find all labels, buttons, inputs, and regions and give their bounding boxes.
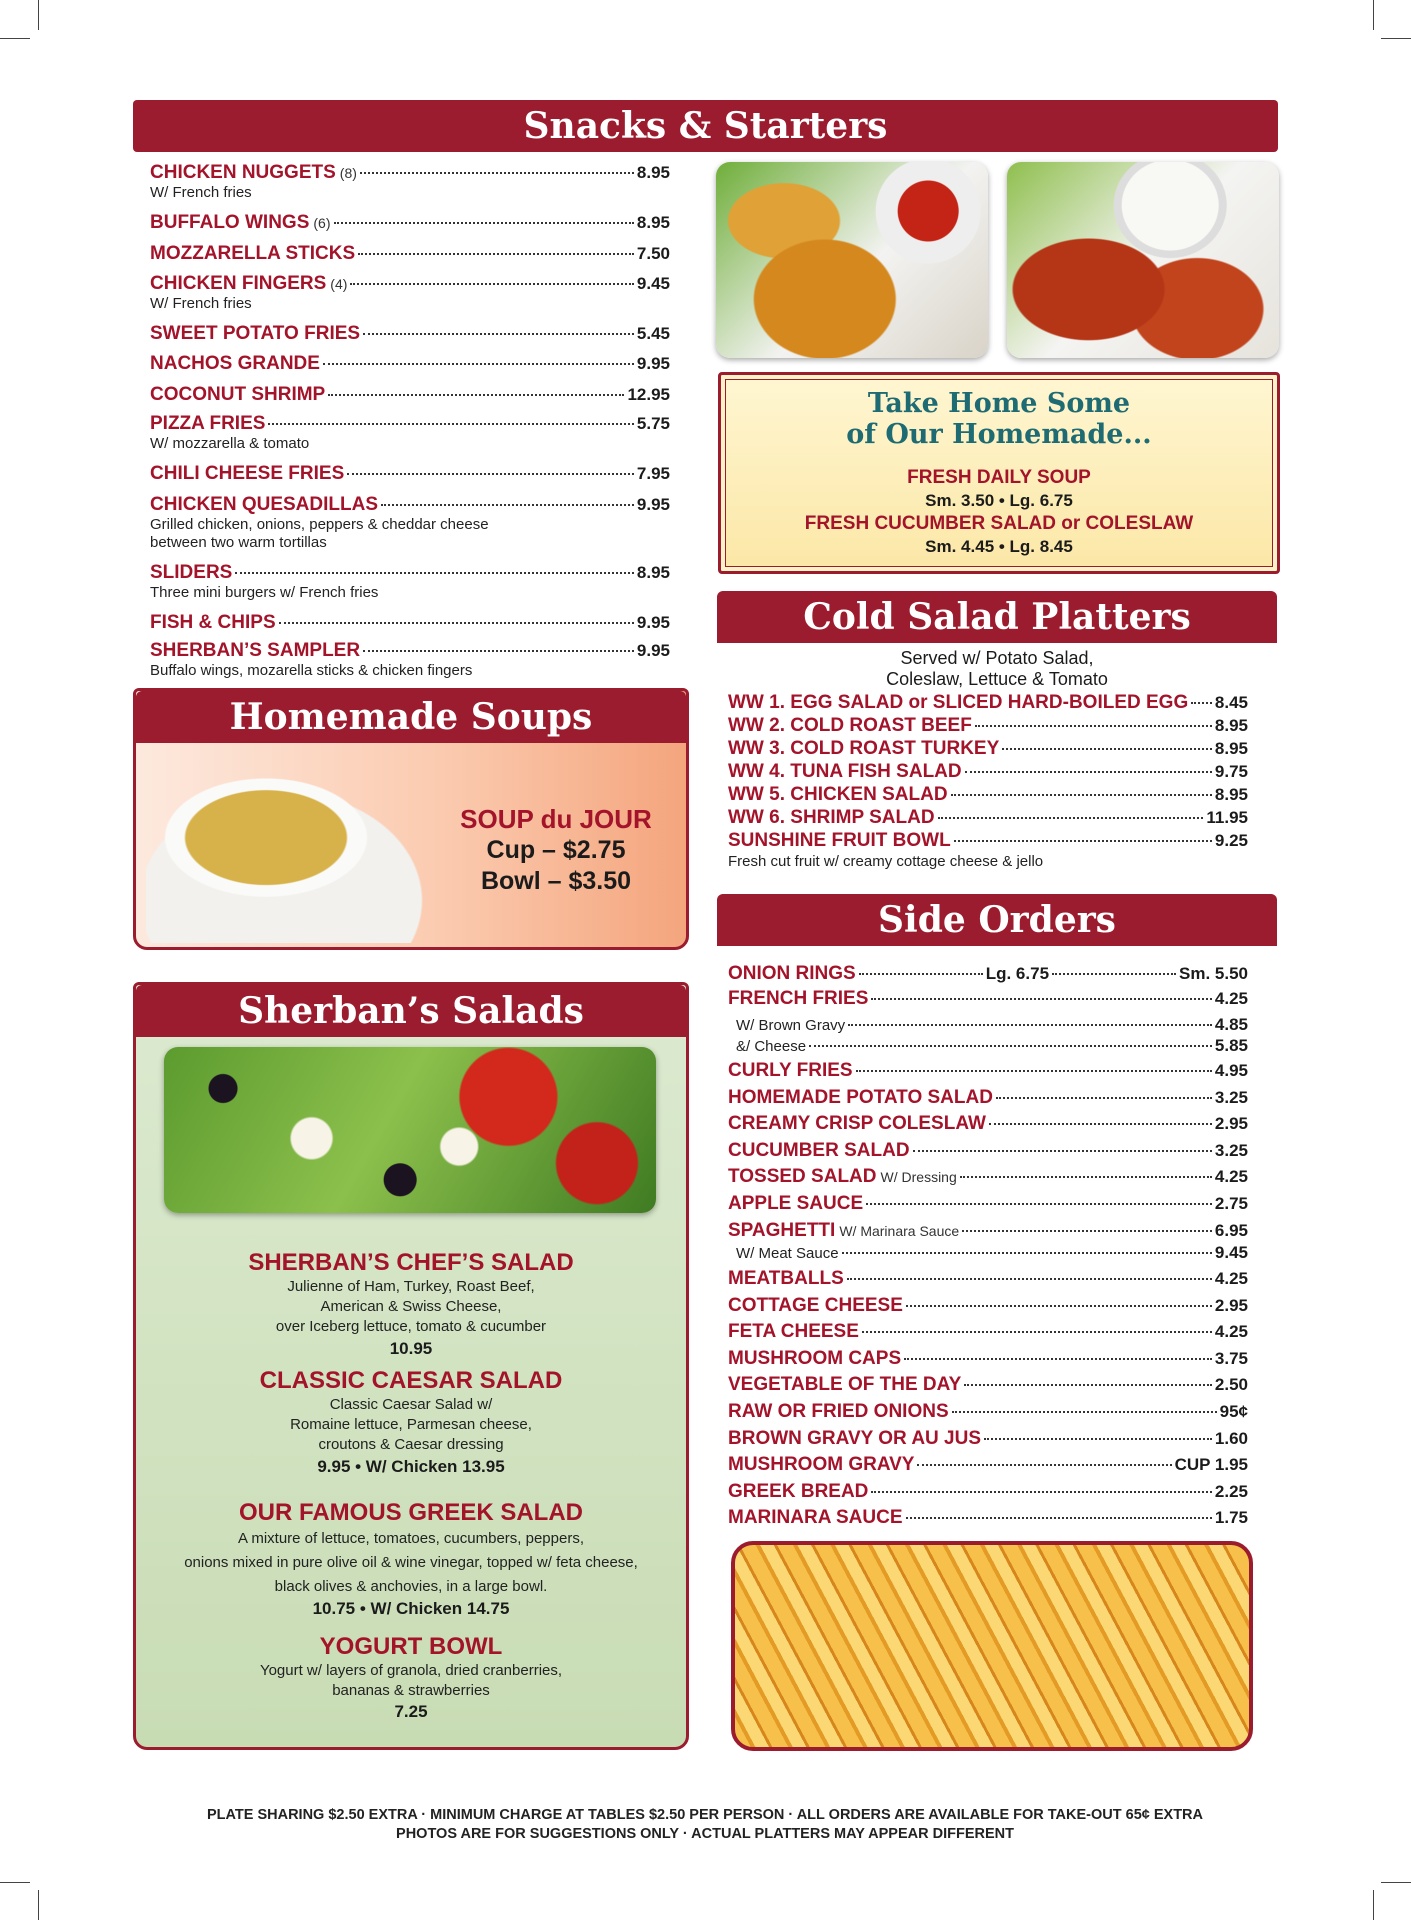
item-price: 9.95 (636, 613, 670, 632)
list-item (728, 1166, 1248, 1193)
leader-dots (954, 840, 1212, 842)
list-item (150, 273, 670, 323)
list-item (728, 1481, 1248, 1508)
item-price: 8.95 (636, 163, 670, 182)
item-name: SLIDERS (150, 562, 233, 583)
leader-dots (268, 423, 633, 425)
item-name: MUSHROOM GRAVY (728, 1454, 915, 1476)
leader-dots (363, 333, 634, 335)
list-item (728, 715, 1248, 738)
leader-dots (952, 1411, 1217, 1413)
item-name: ONION RINGS (728, 963, 856, 984)
leader-dots (989, 1123, 1212, 1125)
leader-dots (360, 172, 634, 174)
leader-dots (862, 1331, 1212, 1333)
list-item (728, 1140, 1248, 1166)
item-desc: W/ French fries (150, 295, 252, 312)
item-name: CUCUMBER SALAD (728, 1140, 910, 1161)
item-name: &/ Cheese (736, 1038, 807, 1055)
item-name: SPAGHETTI (728, 1220, 836, 1241)
list-item (136, 1367, 686, 1479)
salad-list (136, 1249, 686, 1723)
leader-dots (866, 1203, 1212, 1205)
item-price: 4.95 (1214, 1061, 1248, 1080)
crop-mark (1373, 1890, 1374, 1920)
leader-dots (965, 771, 1212, 773)
crop-mark (38, 0, 39, 30)
leader-dots (960, 1176, 1212, 1178)
item-name: CHICKEN FINGERS (150, 273, 327, 294)
soup-bowl-price: Bowl – $3.50 (480, 867, 632, 895)
salad-desc: Yogurt w/ layers of granola, dried cranberries, (259, 1662, 563, 1679)
item-desc: W/ French fries (150, 184, 252, 201)
salad-desc: bananas & strawberries (332, 1682, 490, 1699)
leader-dots (323, 363, 634, 365)
soup-prices (446, 803, 666, 897)
list-item (728, 1087, 1248, 1113)
fresh-salad-price: Sm. 4.45 • Lg. 8.45 (925, 537, 1073, 556)
item-name: TOSSED SALAD (728, 1166, 877, 1187)
list-item (728, 1113, 1248, 1140)
leader-dots (962, 1230, 1212, 1232)
leader-dots (871, 1491, 1212, 1493)
leader-dots (984, 1438, 1212, 1440)
sides-list (728, 963, 1248, 1534)
item-desc: between two warm tortillas (150, 534, 327, 551)
item-name: MUSHROOM CAPS (728, 1347, 902, 1369)
item-price: CUP 1.95 (1174, 1455, 1248, 1475)
item-price: 11.95 (1206, 808, 1248, 827)
item-name: WW 3. COLD ROAST TURKEY (728, 738, 1000, 759)
french-fries-photo (731, 1541, 1253, 1751)
leader-dots (847, 1278, 1212, 1280)
salad-name: CLASSIC CAESAR SALAD (259, 1367, 563, 1394)
leader-dots (996, 1097, 1212, 1099)
snacks-list (150, 162, 670, 680)
cold-banner (717, 591, 1277, 643)
item-qty: (4) (330, 276, 348, 292)
list-item (728, 1243, 1248, 1268)
footer-line1: PLATE SHARING $2.50 EXTRA · MINIMUM CHARGE AT TABLES $2.50 PER PERSON · ALL ORDERS ARE AVAILABLE FOR TAKE-OUT 65¢ EXTRA (206, 1807, 1204, 1823)
crop-mark (0, 1882, 30, 1883)
item-price: 7.95 (636, 464, 670, 483)
leader-dots (859, 973, 983, 975)
item-price: 9.25 (1214, 831, 1248, 850)
list-item (136, 1633, 686, 1723)
crop-mark (38, 1890, 39, 1920)
item-price: 1.75 (1214, 1508, 1248, 1528)
leader-dots (913, 1150, 1212, 1152)
item-qty: W/ Dressing (880, 1169, 957, 1185)
snacks-title: Snacks & Starters (523, 105, 888, 147)
list-item (728, 1428, 1248, 1455)
leader-dots (964, 1384, 1212, 1386)
item-price: 8.95 (636, 563, 670, 582)
list-item (150, 612, 670, 640)
item-desc: Three mini burgers w/ French fries (150, 584, 379, 601)
item-name: FETA CHEESE (728, 1321, 859, 1343)
leader-dots (975, 725, 1212, 727)
item-price: 2.95 (1214, 1295, 1248, 1315)
item-name: CREAMY CRISP COLESLAW (728, 1113, 986, 1134)
footer-line2: PHOTOS ARE FOR SUGGESTIONS ONLY · ACTUAL PLATTERS MAY APPEAR DIFFERENT (396, 1826, 1014, 1842)
salads-title: Sherban’s Salads (238, 990, 584, 1032)
snacks-banner (133, 100, 1278, 152)
list-item (150, 640, 670, 680)
item-price: 2.95 (1214, 1114, 1248, 1133)
leader-dots (906, 1517, 1212, 1519)
leader-dots (871, 998, 1212, 1000)
fresh-salad-label: FRESH CUCUMBER SALAD or COLESLAW (804, 513, 1194, 534)
item-price: 4.25 (1214, 989, 1248, 1008)
item-price: 2.25 (1214, 1481, 1248, 1501)
list-item (728, 1321, 1248, 1348)
salad-desc: black olives & anchovies, in a large bowl. (274, 1578, 548, 1595)
list-item (728, 1348, 1248, 1375)
leader-dots (917, 1464, 1171, 1466)
cold-list (728, 692, 1248, 871)
item-name: CHILI CHEESE FRIES (150, 463, 345, 484)
soups-title: Homemade Soups (229, 696, 593, 738)
list-item (136, 1249, 686, 1361)
soups-banner (136, 691, 686, 743)
list-item (728, 1401, 1248, 1428)
item-desc: Grilled chicken, onions, peppers & cheddar cheese (150, 516, 489, 533)
list-item (150, 353, 670, 384)
item-name: SHERBAN’S SAMPLER (150, 640, 361, 661)
leader-dots (848, 1024, 1212, 1026)
leader-dots (856, 1070, 1212, 1072)
item-name: APPLE SAUCE (728, 1193, 864, 1214)
item-price: 9.95 (636, 354, 670, 373)
salad-desc: over Iceberg lettuce, tomato & cucumber (275, 1318, 547, 1335)
item-qty: W/ Marinara Sauce (839, 1223, 960, 1239)
leader-dots (1002, 748, 1212, 750)
salads-banner (136, 985, 686, 1037)
item-name: W/ Meat Sauce (736, 1245, 839, 1262)
item-price: 3.25 (1214, 1141, 1248, 1160)
salad-desc: Classic Caesar Salad w/ (329, 1396, 493, 1413)
fresh-soup-label: FRESH DAILY SOUP (907, 467, 1091, 488)
item-price: 8.95 (1214, 739, 1248, 758)
item-name: BUFFALO WINGS (150, 212, 310, 233)
list-item (728, 738, 1248, 761)
item-price: 8.45 (1214, 693, 1248, 712)
cold-sub-line2: Coleslaw, Lettuce & Tomato (886, 669, 1108, 689)
item-price: 9.75 (1214, 762, 1248, 781)
item-name: FISH & CHIPS (150, 612, 276, 633)
soup-cup-price: Cup – $2.75 (486, 836, 626, 864)
cold-sub-line1: Served w/ Potato Salad, (900, 648, 1094, 668)
item-price: 5.75 (636, 414, 670, 433)
leader-dots (350, 283, 633, 285)
list-item (150, 413, 670, 463)
item-name: WW 6. SHRIMP SALAD (728, 807, 935, 828)
list-item (728, 807, 1248, 830)
buffalo-wings-photo (1007, 162, 1279, 358)
item-name: NACHOS GRANDE (150, 353, 320, 374)
item-price: 4.25 (1214, 1167, 1248, 1186)
list-item (728, 784, 1248, 807)
list-item (150, 562, 670, 612)
salad-price: 9.95 • W/ Chicken 13.95 (317, 1457, 505, 1476)
item-name: MEATBALLS (728, 1268, 844, 1289)
salad-desc: A mixture of lettuce, tomatoes, cucumbers, peppers, (238, 1530, 584, 1547)
item-name: CHICKEN NUGGETS (150, 162, 336, 183)
item-name: WW 2. COLD ROAST BEEF (728, 715, 972, 736)
list-item (150, 212, 670, 243)
chicken-fingers-photo (716, 162, 988, 358)
leader-dots (235, 572, 634, 574)
leader-dots (279, 622, 634, 624)
list-item (728, 1015, 1248, 1036)
item-price: 3.75 (1214, 1348, 1248, 1368)
item-price: 2.75 (1214, 1194, 1248, 1213)
list-item (728, 1454, 1248, 1481)
leader-dots (1052, 973, 1176, 975)
list-item (150, 494, 670, 562)
list-item (728, 988, 1248, 1015)
item-price: 8.95 (636, 213, 670, 232)
list-item (728, 1507, 1248, 1534)
list-item (150, 463, 670, 494)
crop-mark (0, 38, 30, 39)
item-name: HOMEMADE POTATO SALAD (728, 1087, 993, 1108)
salad-name: SHERBAN’S CHEF’S SALAD (248, 1249, 574, 1276)
item-name: SUNSHINE FRUIT BOWL (728, 830, 951, 851)
list-item (728, 1295, 1248, 1322)
item-price-large: Lg. 6.75 (985, 964, 1050, 983)
take-home-title (721, 388, 1277, 450)
item-name: PIZZA FRIES (150, 413, 266, 434)
salad-desc: Julienne of Ham, Turkey, Roast Beef, (287, 1278, 535, 1295)
leader-dots (842, 1252, 1212, 1254)
list-item (728, 692, 1248, 715)
leader-dots (1191, 702, 1212, 704)
salad-price: 7.25 (394, 1702, 428, 1721)
crop-mark (1381, 1882, 1411, 1883)
item-name: COTTAGE CHEESE (728, 1294, 903, 1316)
item-name: WW 4. TUNA FISH SALAD (728, 761, 962, 782)
item-qty: (8) (339, 165, 357, 181)
item-desc: Buffalo wings, mozarella sticks & chicken fingers (150, 662, 473, 679)
item-name: BROWN GRAVY OR AU JUS (728, 1427, 982, 1449)
cold-title: Cold Salad Platters (803, 596, 1191, 638)
leader-dots (906, 1305, 1212, 1307)
leader-dots (363, 650, 634, 652)
item-price: 8.95 (1214, 716, 1248, 735)
footer-notes (130, 1806, 1280, 1844)
item-price: 4.25 (1214, 1322, 1248, 1342)
cold-subtitle (717, 648, 1277, 690)
item-price: 4.85 (1214, 1015, 1248, 1034)
greek-salad-photo (164, 1047, 656, 1213)
list-item (150, 162, 670, 202)
leader-dots (938, 817, 1204, 819)
item-price-small: Sm. 5.50 (1179, 964, 1249, 983)
list-item (728, 830, 1248, 853)
salads-panel (133, 982, 689, 1750)
item-price: 5.45 (636, 324, 670, 343)
item-name: RAW OR FRIED ONIONS (728, 1400, 949, 1422)
salad-desc: onions mixed in pure olive oil & wine vinegar, topped w/ feta cheese, (184, 1554, 638, 1571)
list-item (728, 963, 1248, 988)
list-item (150, 243, 670, 273)
item-price: 9.45 (636, 274, 670, 293)
item-desc: W/ mozzarella & tomato (150, 435, 310, 452)
item-price: 5.85 (1214, 1036, 1248, 1055)
item-price: 4.25 (1214, 1269, 1248, 1288)
salad-desc: Romaine lettuce, Parmesan cheese, (290, 1416, 532, 1433)
item-qty: (6) (313, 215, 331, 231)
item-price: 9.95 (636, 495, 670, 514)
item-desc: Fresh cut fruit w/ creamy cottage cheese & jello (728, 853, 1044, 870)
item-name: GREEK BREAD (728, 1480, 869, 1502)
leader-dots (334, 222, 634, 224)
leader-dots (358, 253, 634, 255)
soups-panel (133, 688, 689, 950)
list-item (728, 1374, 1248, 1401)
item-name: CURLY FRIES (728, 1060, 853, 1081)
sides-title: Side Orders (878, 899, 1116, 941)
item-price: 1.60 (1214, 1428, 1248, 1448)
item-name: WW 5. CHICKEN SALAD (728, 784, 948, 805)
list-item (728, 761, 1248, 784)
list-item (728, 1036, 1248, 1060)
item-price: 2.50 (1214, 1375, 1248, 1395)
list-item (136, 1499, 686, 1619)
crop-mark (1373, 0, 1374, 30)
leader-dots (381, 504, 634, 506)
soup-du-jour-label: SOUP du JOUR (460, 804, 652, 834)
salad-desc: croutons & Caesar dressing (318, 1436, 504, 1453)
item-price: 95¢ (1219, 1401, 1248, 1421)
salad-price: 10.75 • W/ Chicken 14.75 (312, 1599, 510, 1618)
item-name: MARINARA SAUCE (728, 1507, 903, 1529)
salad-name: YOGURT BOWL (319, 1633, 503, 1660)
leader-dots (809, 1045, 1212, 1047)
item-name: WW 1. EGG SALAD or SLICED HARD-BOILED EGG (728, 692, 1189, 713)
item-price: 8.95 (1214, 785, 1248, 804)
fresh-soup-price: Sm. 3.50 • Lg. 6.75 (925, 491, 1073, 510)
soup-bowl-photo (146, 773, 446, 943)
leader-dots (951, 794, 1212, 796)
item-name: CHICKEN QUESADILLAS (150, 494, 379, 515)
leader-dots (328, 394, 624, 396)
item-price: 9.95 (636, 641, 670, 660)
item-name: SWEET POTATO FRIES (150, 323, 361, 344)
item-name: W/ Brown Gravy (736, 1017, 846, 1034)
sides-banner (717, 894, 1277, 946)
leader-dots (904, 1358, 1212, 1360)
item-price: 7.50 (636, 244, 670, 263)
list-item (728, 1060, 1248, 1087)
item-name: VEGETABLE OF THE DAY (728, 1374, 962, 1396)
take-home-title-line1: Take Home Some (867, 388, 1131, 419)
salad-desc: American & Swiss Cheese, (320, 1298, 502, 1315)
take-home-box (718, 372, 1280, 574)
list-item (728, 1220, 1248, 1243)
item-name: COCONUT SHRIMP (150, 384, 326, 405)
list-item (728, 1193, 1248, 1220)
list-item (728, 1268, 1248, 1295)
salad-price: 10.95 (389, 1339, 433, 1358)
item-price: 12.95 (627, 385, 670, 404)
list-item (150, 384, 670, 413)
crop-mark (1381, 38, 1411, 39)
item-price: 3.25 (1214, 1088, 1248, 1107)
item-price: 9.45 (1214, 1243, 1248, 1262)
item-name: MOZZARELLA STICKS (150, 243, 356, 264)
take-home-title-line2: of Our Homemade... (846, 419, 1152, 450)
salad-name: OUR FAMOUS GREEK SALAD (238, 1499, 583, 1526)
item-price: 6.95 (1214, 1221, 1248, 1240)
leader-dots (347, 473, 634, 475)
list-item (150, 323, 670, 353)
item-name: FRENCH FRIES (728, 988, 869, 1009)
